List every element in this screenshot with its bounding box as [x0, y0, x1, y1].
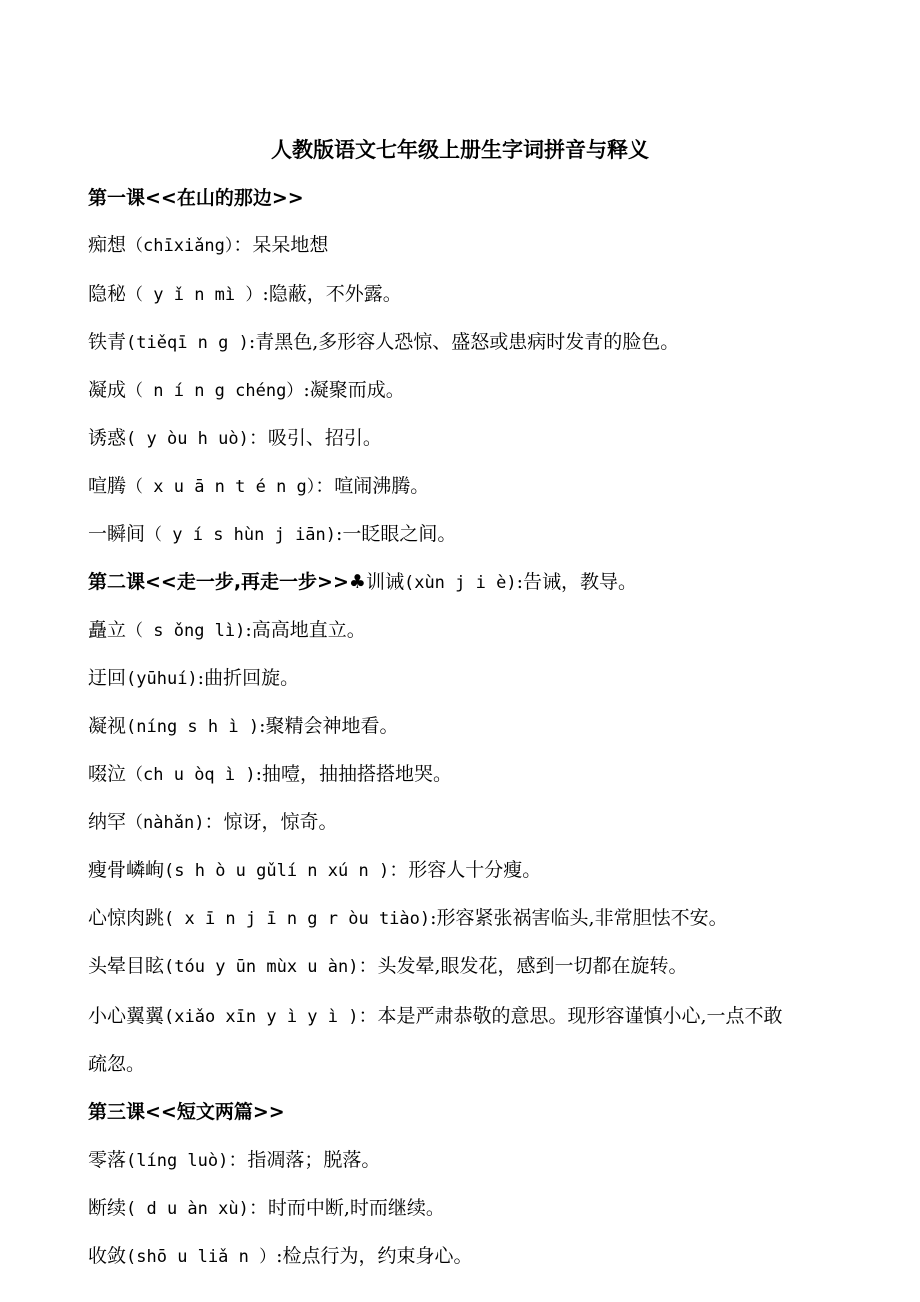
entry-word: 铁青 — [88, 331, 127, 353]
entry-definition: :曲折回旋。 — [197, 667, 300, 689]
vocab-entry — [88, 713, 848, 740]
entry-definition: ：呆呆地想 — [233, 234, 329, 256]
entry-definition: :隐蔽，不外露。 — [262, 283, 402, 305]
entry-definition: :检点行为，约束身心。 — [276, 1245, 473, 1267]
vocab-entry — [88, 329, 848, 356]
entry-word: 迂回 — [88, 667, 127, 689]
entry-word: 凝成 — [88, 379, 127, 401]
entry-definition: :一眨眼之间。 — [336, 523, 457, 545]
entry-pinyin: (xùn j i è) — [403, 573, 517, 593]
entry-definition: :凝聚而成。 — [303, 379, 405, 401]
entry-definition: :抽噎，抽抽搭搭地哭。 — [255, 763, 453, 785]
entry-definition: :高高地直立。 — [245, 619, 366, 641]
entry-definition: ：形容人十分瘦。 — [389, 859, 542, 881]
entry-word: 痴想 — [88, 234, 127, 256]
entry-pinyin: （ x u ā n t é n g） — [126, 477, 316, 497]
entry-pinyin: （ s ǒng lì) — [126, 621, 246, 641]
vocab-entry — [88, 232, 848, 259]
entry-definition: ：喧闹沸腾。 — [315, 475, 430, 497]
entry-word: 纳罕 — [88, 811, 127, 833]
entry-pinyin: （ch u òq ì ) — [126, 765, 256, 785]
entry-word: 小心翼翼 — [88, 1005, 165, 1027]
entry-pinyin: (líng luò) — [126, 1151, 229, 1171]
entry-definition: :形容紧张祸害临头,非常胆怯不安。 — [430, 907, 728, 929]
entry-definition: ：指凋落；脱落。 — [228, 1149, 381, 1171]
entry-pinyin: （ y ǐ n mì ） — [126, 285, 263, 305]
entry-definition: ：惊讶，惊奇。 — [204, 811, 338, 833]
vocab-entry — [88, 1147, 848, 1174]
vocab-entry — [88, 1243, 848, 1270]
entry-pinyin: ( y òu h uò) — [126, 429, 249, 449]
entry-word: 啜泣 — [88, 763, 127, 785]
entry-word: 瘦骨嶙峋 — [88, 859, 165, 881]
entry-pinyin: (níng s h ì ) — [126, 717, 260, 737]
vocab-entry — [88, 761, 848, 788]
vocab-entry — [88, 809, 848, 836]
entry-pinyin: (shō u liǎ n ） — [126, 1247, 277, 1267]
entry-word: 隐秘 — [88, 283, 127, 305]
entry-word: 零落 — [88, 1149, 127, 1171]
club-mark-icon: ♣ — [348, 571, 366, 593]
lesson-heading: 第一课<<在山的那边>> — [88, 187, 304, 209]
vocab-entry — [88, 1003, 848, 1030]
entry-pinyin: ( x ī n j ī n g r òu tiào) — [164, 909, 431, 929]
entry-pinyin: （ y í s hùn j iān) — [145, 525, 337, 545]
entry-pinyin: （nàhǎn) — [126, 813, 205, 833]
vocab-entry — [88, 665, 848, 692]
vocab-entry — [88, 905, 848, 932]
vocab-entry — [88, 473, 848, 500]
vocab-entry — [88, 425, 848, 452]
vocab-entry — [88, 857, 848, 884]
entry-definition: ：时而中断,时而继续。 — [248, 1197, 445, 1219]
entry-pinyin: (tóu y ūn mùx u àn) — [164, 957, 359, 977]
page-title: 人教版语文七年级上册生字词拼音与释义 — [271, 138, 649, 162]
entry-pinyin: (xiǎo xīn y ì y ì ) — [164, 1007, 359, 1027]
entry-pinyin: ( d u àn xù) — [126, 1199, 249, 1219]
vocab-entry — [88, 953, 848, 980]
entry-definition: ：吸引、招引。 — [248, 427, 382, 449]
vocab-entry — [88, 617, 848, 644]
entry-pinyin: (tiěqī n g ) — [126, 333, 249, 353]
entry-word: 矗立 — [88, 619, 127, 641]
entry-continuation: 疏忽。 — [88, 1053, 146, 1075]
entry-word: 诱惑 — [88, 427, 127, 449]
lesson-heading-with-entry — [88, 569, 848, 596]
entry-definition: :青黑色,多形容人恐惊、盛怒或患病时发青的脸色。 — [248, 331, 680, 353]
entry-pinyin: （ n í n g chéng） — [126, 381, 304, 401]
lesson-heading: 第二课<<走一步,再走一步>> — [88, 571, 349, 593]
entry-word: 一瞬间 — [88, 523, 146, 545]
entry-pinyin: (yūhuí) — [126, 669, 198, 689]
entry-word: 心惊肉跳 — [88, 907, 165, 929]
entry-definition: ：本是严肃恭敬的意思。现形容谨慎小心,一点不敢 — [358, 1005, 783, 1027]
entry-word: 头晕目眩 — [88, 955, 165, 977]
vocab-entry — [88, 1195, 848, 1222]
entry-word: 收敛 — [88, 1245, 127, 1267]
entry-definition: :聚精会神地看。 — [259, 715, 399, 737]
entry-pinyin: (s h ò u gǔlí n xú n ) — [164, 861, 390, 881]
entry-word: 喧腾 — [88, 475, 127, 497]
vocab-entry — [88, 521, 848, 548]
entry-word: 断续 — [88, 1197, 127, 1219]
vocab-entry — [88, 281, 848, 308]
vocab-entry — [88, 377, 848, 404]
entry-definition: :告诫，教导。 — [516, 571, 637, 593]
lesson-heading: 第三课<<短文两篇>> — [88, 1101, 285, 1123]
entry-pinyin: （chīxiǎng） — [126, 236, 234, 256]
entry-definition: ：头发晕,眼发花，感到一切都在旋转。 — [358, 955, 688, 977]
entry-word: 训诫 — [365, 571, 404, 593]
entry-word: 凝视 — [88, 715, 127, 737]
